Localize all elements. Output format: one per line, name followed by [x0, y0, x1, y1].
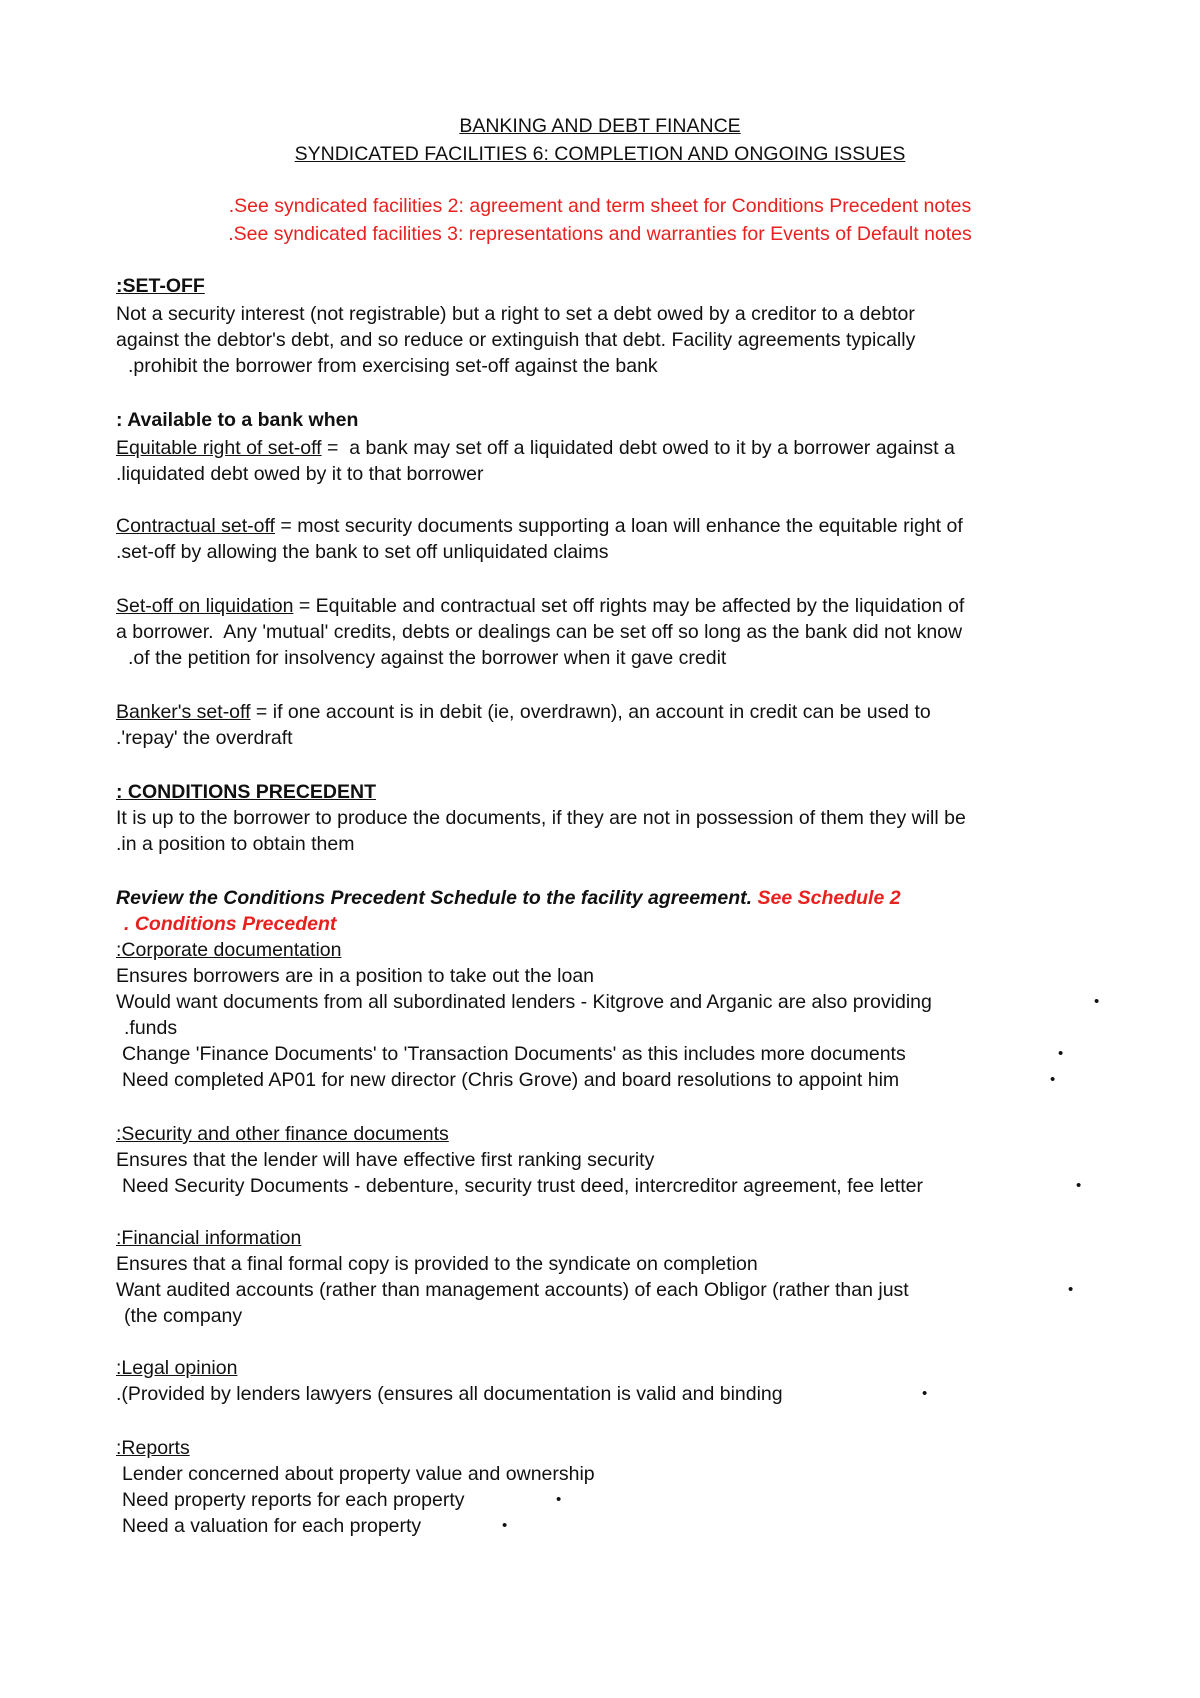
contractual-setoff-definition: = most security documents supporting a loan will enhance the equitable right of: [274, 515, 963, 537]
list-item: Would want documents from all subordinated lenders - Kitgrove and Arganic are also providing: [116, 991, 932, 1013]
conditions-precedent-heading: : CONDITIONS PRECEDENT: [116, 781, 377, 803]
equitable-setoff-line: [116, 436, 955, 460]
list-item-continuation: .funds: [124, 1017, 178, 1039]
cp-paragraph-line: .in a position to obtain them: [116, 833, 355, 855]
list-item: Change 'Finance Documents' to 'Transaction Documents' as this includes more documents: [122, 1043, 906, 1065]
equitable-setoff-definition: = a bank may set off a liquidated debt owed to it by a borrower against a: [321, 437, 955, 459]
bullet-icon: •: [1058, 1045, 1064, 1062]
bullet-icon: •: [1094, 993, 1100, 1010]
corporate-documentation-heading: :Corporate documentation: [116, 939, 342, 961]
list-item: .(Provided by lenders lawyers (ensures all documentation is valid and binding: [116, 1383, 783, 1405]
bullet-icon: •: [1068, 1281, 1074, 1298]
bankers-setoff-continuation: .'repay' the overdraft: [116, 727, 293, 749]
liquidation-setoff-term: Set-off on liquidation: [116, 595, 294, 617]
liquidation-setoff-continuation: a borrower. Any 'mutual' credits, debts or dealings can be set off so long as the bank did not know: [116, 621, 963, 643]
list-item: Need completed AP01 for new director (Chris Grove) and board resolutions to appoint him: [122, 1069, 900, 1091]
list-item: Need property reports for each property: [122, 1489, 465, 1511]
reports-heading: :Reports: [116, 1437, 190, 1459]
legal-opinion-heading: :Legal opinion: [116, 1357, 238, 1379]
note-events-of-default: .See syndicated facilities 3: representations and warranties for Events of Default notes: [228, 223, 972, 245]
bankers-setoff-definition: = if one account is in debit (ie, overdrawn), an account in credit can be used to: [250, 701, 931, 723]
setoff-paragraph-line: .prohibit the borrower from exercising set-off against the bank: [128, 355, 658, 377]
available-heading: : Available to a bank when: [116, 409, 359, 431]
security-documents-text: Ensures that the lender will have effective first ranking security: [116, 1149, 655, 1171]
contractual-setoff-term: Contractual set-off: [116, 515, 275, 537]
corporate-documentation-text: Ensures borrowers are in a position to take out the loan: [116, 965, 595, 987]
bullet-icon: •: [502, 1517, 508, 1534]
bankers-setoff-term: Banker's set-off: [116, 701, 251, 723]
note-conditions-precedent: .See syndicated facilities 2: agreement and term sheet for Conditions Precedent notes: [228, 195, 972, 217]
list-item: Need a valuation for each property: [122, 1515, 422, 1537]
bullet-icon: •: [922, 1385, 928, 1402]
review-schedule-text: Review the Conditions Precedent Schedule to the facility agreement.: [116, 887, 753, 909]
bullet-icon: •: [556, 1491, 562, 1508]
list-item: Want audited accounts (rather than management accounts) of each Obligor (rather than just: [116, 1279, 909, 1301]
schedule-reference-continuation: . Conditions Precedent: [124, 913, 337, 935]
list-item: Need Security Documents - debenture, security trust deed, intercreditor agreement, fee letter: [122, 1175, 923, 1197]
equitable-setoff-term: Equitable right of set-off: [116, 437, 322, 459]
contractual-setoff-continuation: .set-off by allowing the bank to set off unliquidated claims: [116, 541, 609, 563]
liquidation-setoff-line: [116, 594, 964, 618]
setoff-paragraph-line: against the debtor's debt, and so reduce or extinguish that debt. Facility agreements typically: [116, 329, 916, 351]
schedule-reference: See Schedule 2: [752, 887, 901, 909]
cp-paragraph-line: It is up to the borrower to produce the documents, if they are not in possession of them they will be: [116, 807, 966, 829]
bankers-setoff-line: [116, 700, 931, 724]
bullet-icon: •: [1050, 1071, 1056, 1088]
bullet-icon: •: [1076, 1177, 1082, 1194]
document-subtitle: SYNDICATED FACILITIES 6: COMPLETION AND ONGOING ISSUES: [294, 143, 906, 165]
setoff-heading: :SET-OFF: [116, 275, 205, 297]
liquidation-setoff-definition: = Equitable and contractual set off rights may be affected by the liquidation of: [293, 595, 965, 617]
financial-information-text: Ensures that a final formal copy is provided to the syndicate on completion: [116, 1253, 758, 1275]
setoff-paragraph-line: Not a security interest (not registrable) but a right to set a debt owed by a creditor to a debtor: [116, 303, 915, 325]
financial-information-heading: :Financial information: [116, 1227, 302, 1249]
document-title: BANKING AND DEBT FINANCE: [459, 115, 741, 137]
equitable-setoff-continuation: .liquidated debt owed by it to that borrower: [116, 463, 484, 485]
contractual-setoff-line: [116, 514, 963, 538]
list-item-continuation: (the company: [124, 1305, 243, 1327]
reports-text: Lender concerned about property value and ownership: [122, 1463, 595, 1485]
liquidation-setoff-continuation: .of the petition for insolvency against the borrower when it gave credit: [128, 647, 727, 669]
review-schedule-line: [116, 886, 901, 910]
security-documents-heading: :Security and other finance documents: [116, 1123, 449, 1145]
